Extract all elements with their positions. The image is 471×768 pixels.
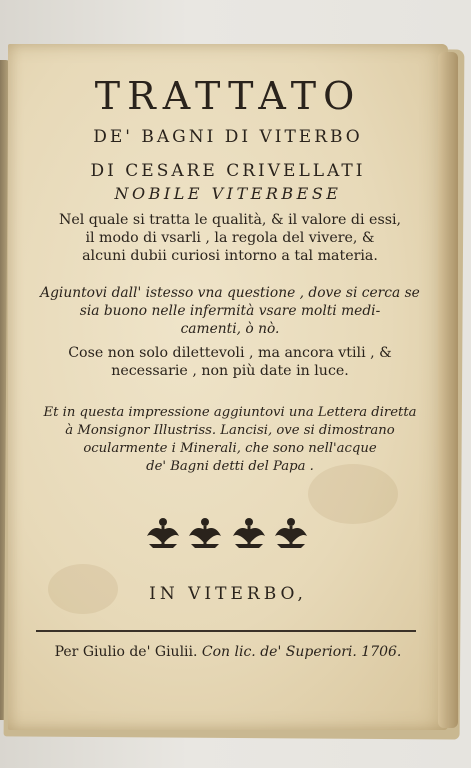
page-edge [438, 52, 458, 728]
title-page [8, 44, 448, 730]
fleuron-ornament [143, 514, 313, 550]
imprint-city: IN VITERBO, [149, 584, 307, 604]
imprint-rule [36, 630, 416, 632]
book-subtitle: DE' BAGNI DI VITERBO [93, 127, 363, 147]
author-description: NOBILE VITERBESE [114, 184, 342, 203]
addition-paragraph: Agiuntovi dall' istesso vna questione , dove si cerca se sia buono nelle infermità vsare molti medi- camenti, ò nò. [40, 285, 420, 337]
license-text: Con lic. de' Superiori. [201, 644, 357, 660]
description-paragraph: Nel quale si tratta le qualità, & il valore di essi, il modo di vsarli , la regola del vivere, & alcuni dubii curiosi intorno a tal materia. [58, 212, 402, 264]
imprint-line [8, 644, 448, 660]
printer-name: Per Giulio de' Giulii. [54, 644, 198, 660]
book-title: TRATTATO [94, 74, 362, 118]
author-line: DI CESARE CRIVELLATI [90, 161, 366, 181]
year-text: 1706. [361, 644, 402, 660]
edition-paragraph: Et in questa impressione aggiuntovi una Lettera diretta à Monsignor Illustriss. Lancisi, ove si dimostrano ocularmente i Minerali, che sono nell'acque de' Bagni detti del Papa . [43, 405, 417, 474]
note-paragraph: Cose non solo dilettevoli , ma ancora vtili , & necessarie , non più date in luce. [68, 345, 392, 379]
